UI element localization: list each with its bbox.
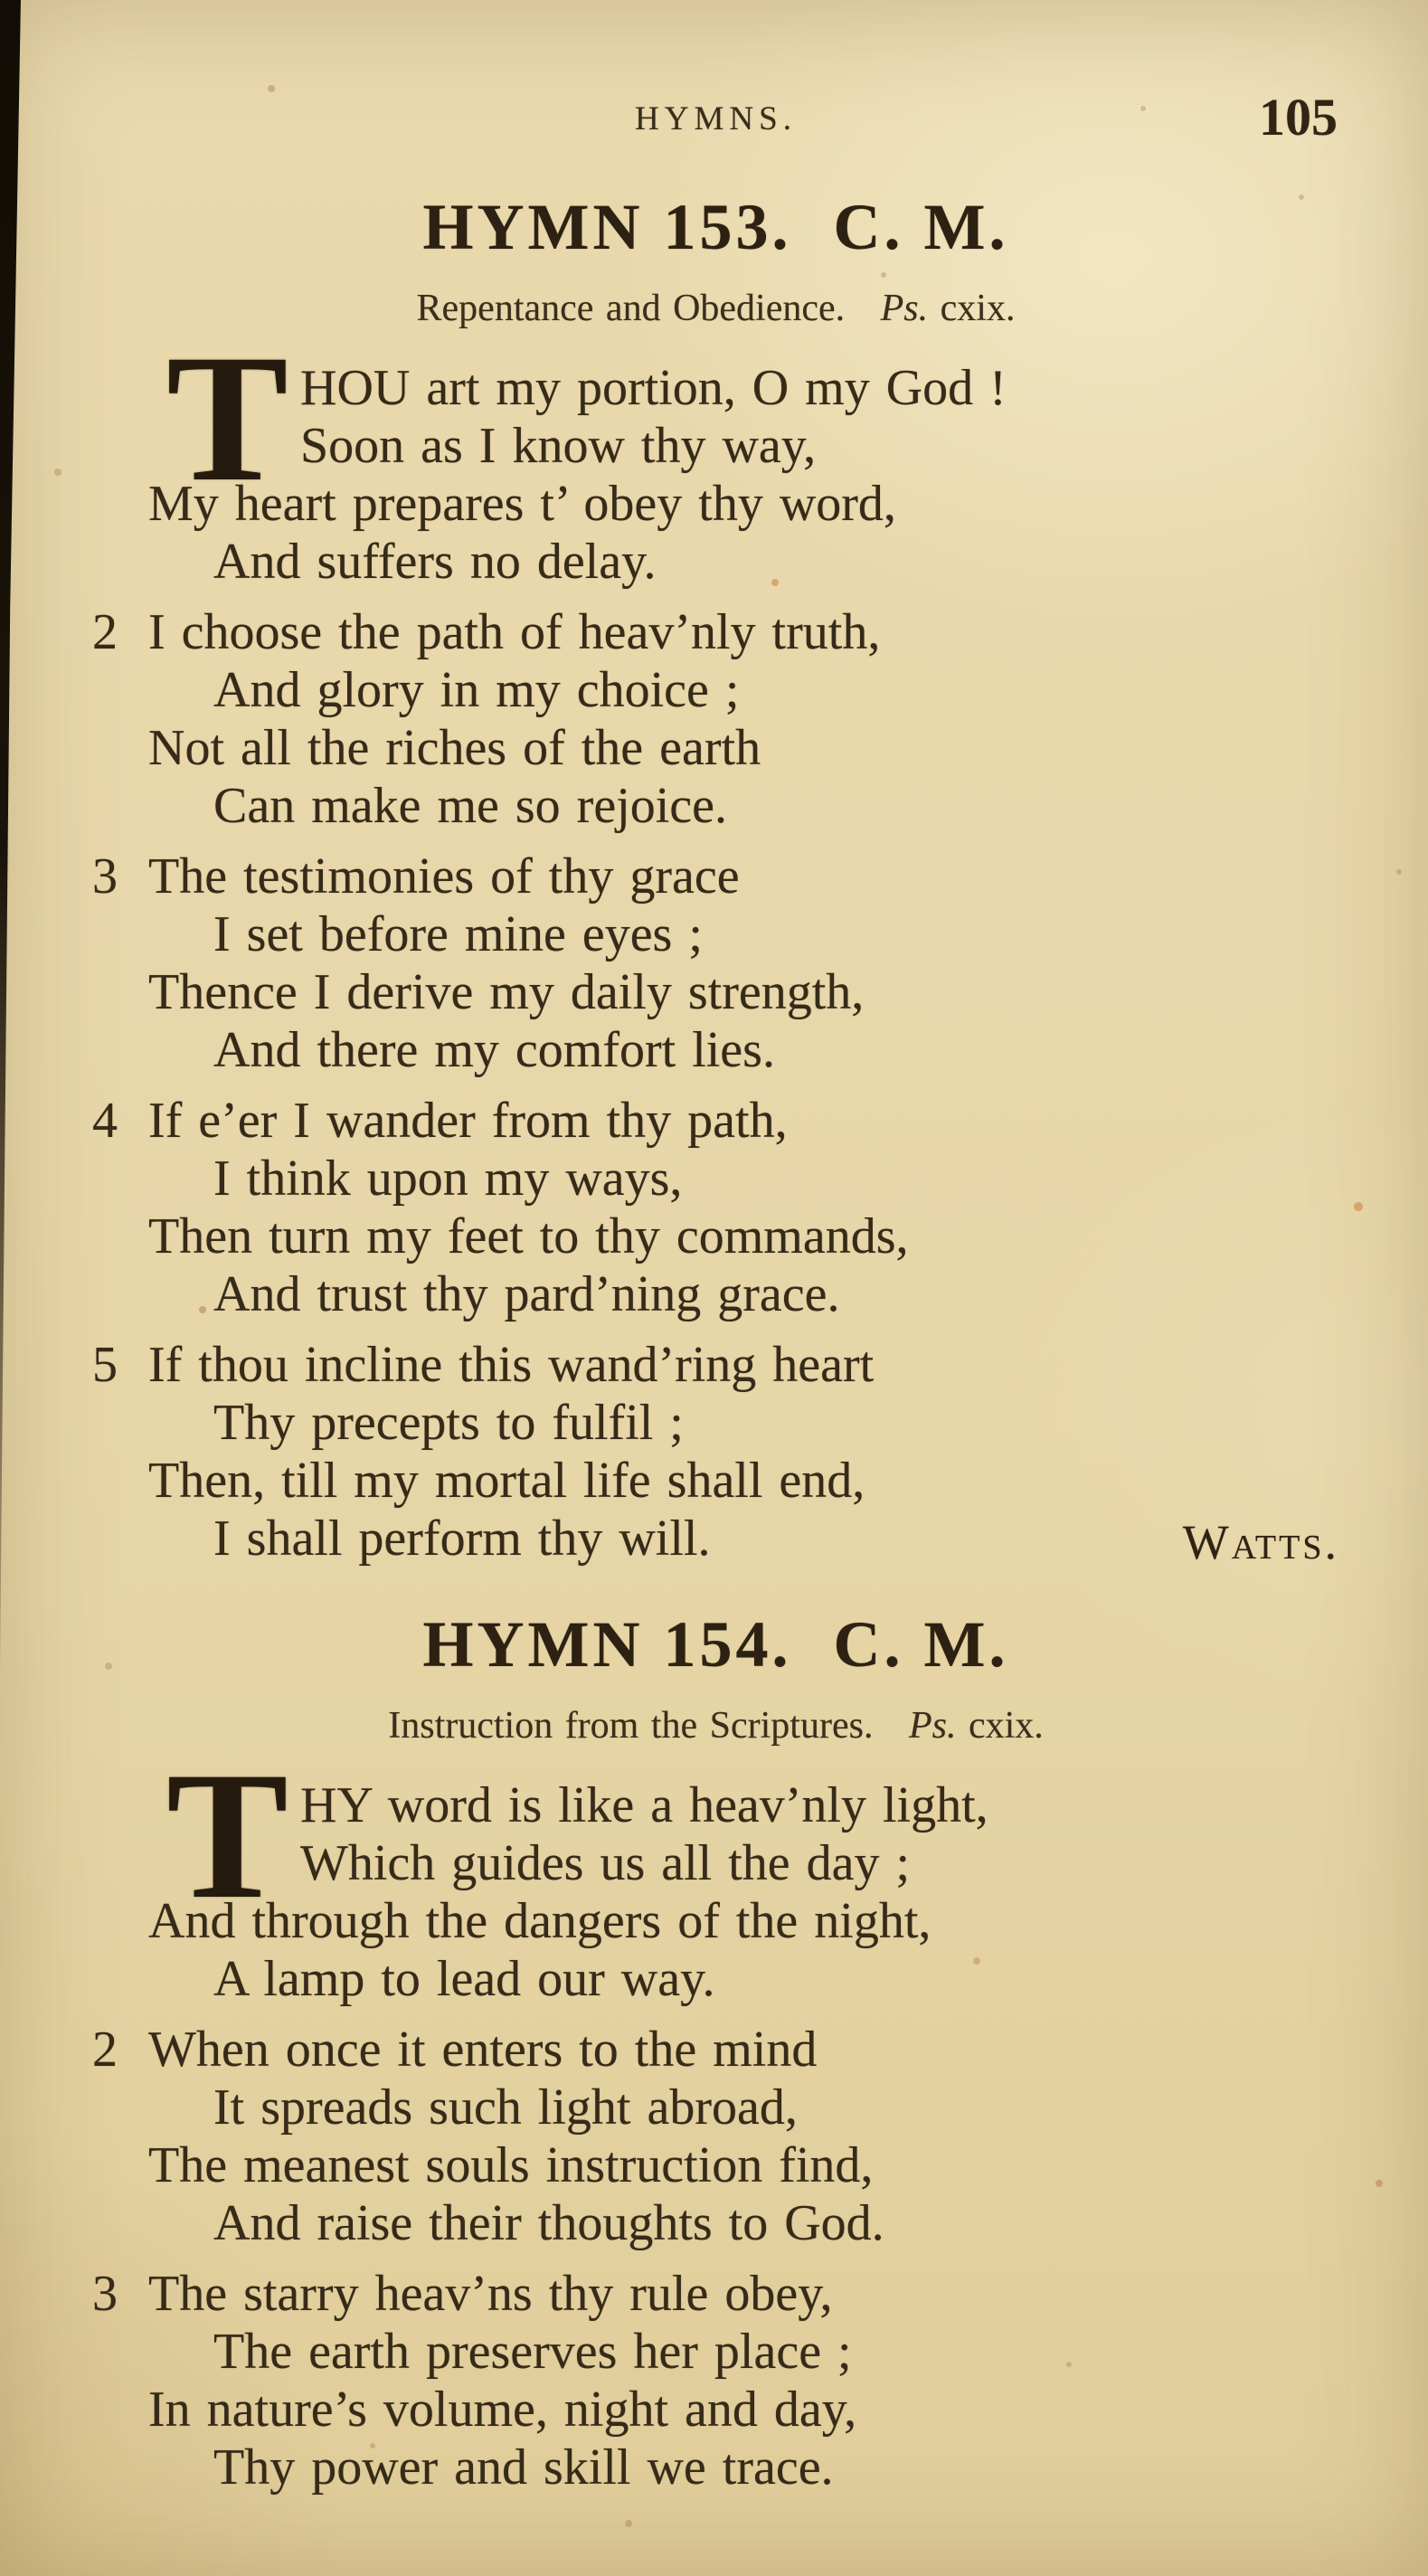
- verse-line-text: Can make me so rejoice.: [213, 778, 728, 835]
- verse-line-text: Thy power and skill we trace.: [213, 2439, 834, 2496]
- hymn-subtitle-text: Repentance and Obedience.: [416, 288, 857, 330]
- verse-number: 5: [92, 1337, 118, 1394]
- verse-line-text: I think upon my ways,: [213, 1151, 683, 1208]
- verse-line: [90, 1021, 1341, 1079]
- verse-line: [90, 1092, 1341, 1150]
- verse-line: [90, 848, 1341, 905]
- stanza-list: [90, 1734, 1341, 2496]
- verse-line: [90, 963, 1341, 1021]
- verse-line: [90, 2265, 1341, 2323]
- verse-line-text: The testimonies of thy grace: [148, 848, 740, 905]
- page-number: 105: [1259, 88, 1338, 147]
- verse-line: [90, 2439, 1341, 2496]
- verse-line: [90, 2194, 1341, 2252]
- verse-line-text: Then, till my mortal life shall end,: [148, 1453, 865, 1510]
- drop-cap-initial: T: [166, 1734, 288, 1937]
- stanza: [90, 1734, 1341, 2008]
- verse-line: [90, 777, 1341, 835]
- verse-line-text: HY word is like a heav’nly light,: [300, 1777, 988, 1834]
- verse-number: 4: [92, 1093, 118, 1150]
- scripture-ref-num: cxix.: [968, 1705, 1044, 1747]
- verse-line-text: And there my comfort lies.: [213, 1022, 775, 1079]
- verse-line: [90, 2323, 1341, 2381]
- stanza: [90, 2021, 1341, 2252]
- verse-line-text: It spreads such light abroad,: [213, 2079, 798, 2136]
- hymn-heading: [90, 1609, 1341, 1681]
- running-head-title: HYMNS.: [635, 100, 797, 137]
- verse-line-text: And raise their thoughts to God.: [213, 2195, 884, 2252]
- hymn-154: [90, 1609, 1341, 2496]
- verse-line: [90, 719, 1341, 777]
- verse-line: [90, 533, 1341, 591]
- verse-line-text: And through the dangers of the night,: [148, 1893, 932, 1950]
- verse-line: [90, 2079, 1341, 2136]
- verse-line: [90, 2381, 1341, 2439]
- verse-line-text: If e’er I wander from thy path,: [148, 1093, 788, 1150]
- verse-line: [90, 1776, 1341, 1834]
- verse-line-text: And trust thy pard’ning grace.: [213, 1266, 840, 1323]
- hymns-container: [90, 192, 1341, 2509]
- verse-line-text: The starry heav’ns thy rule obey,: [148, 2266, 833, 2323]
- verse-line-text: And suffers no delay.: [213, 534, 657, 591]
- verse-line-text: Thence I derive my daily strength,: [148, 964, 865, 1021]
- running-head: [90, 87, 1341, 152]
- author-attribution: Watts.: [1182, 1515, 1339, 1570]
- hymn-heading: [90, 192, 1341, 263]
- verse-line-text: When once it enters to the mind: [148, 2022, 818, 2079]
- stanza: [90, 317, 1341, 591]
- verse-line-text: The meanest souls instruction find,: [148, 2137, 874, 2194]
- stanza: [90, 603, 1341, 835]
- verse-line: [90, 475, 1341, 533]
- verse-line: [90, 1510, 1341, 1570]
- verse-number: 3: [92, 2266, 118, 2323]
- verse-line-text: I set before mine eyes ;: [213, 906, 703, 963]
- verse-number: 3: [92, 848, 118, 905]
- hymn-number: HYMN 153.: [422, 191, 792, 263]
- verse-line-text: Soon as I know thy way,: [300, 418, 817, 475]
- scripture-ref-ps: Ps.: [880, 288, 929, 330]
- verse-line-text: A lamp to lead our way.: [213, 1951, 715, 2008]
- stanza-list: [90, 317, 1341, 1570]
- verse-line: [90, 1452, 1341, 1510]
- verse-line: [90, 1394, 1341, 1452]
- verse-line: [90, 603, 1341, 661]
- verse-line-text: The earth preserves her place ;: [213, 2324, 852, 2381]
- scripture-ref-ps: Ps.: [908, 1705, 957, 1747]
- hymn-scripture-ref: [909, 1705, 1044, 1747]
- scripture-ref-num: cxix.: [940, 288, 1016, 330]
- verse-line: [90, 661, 1341, 719]
- verse-line-text: I choose the path of heav’nly truth,: [148, 604, 881, 661]
- verse-line-text: Which guides us all the day ;: [300, 1835, 911, 1892]
- verse-line: [90, 1892, 1341, 1950]
- verse-line: [90, 2021, 1341, 2079]
- scan-edge-shadow: [0, 0, 25, 1899]
- verse-line: [90, 359, 1341, 417]
- stanza: [90, 1092, 1341, 1323]
- hymn-subtitle-text: Instruction from the Scriptures.: [388, 1705, 885, 1747]
- verse-line-text: HOU art my portion, O my God !: [300, 360, 1007, 417]
- verse-line-text: My heart prepares t’ obey thy word,: [148, 476, 896, 533]
- verse-line: [90, 1834, 1341, 1892]
- verse-line-text: If thou incline this wand’ring heart: [148, 1337, 875, 1394]
- verse-number: 2: [92, 2022, 118, 2079]
- verse-line-text: And glory in my choice ;: [213, 662, 740, 719]
- hymn-meter: C. M.: [833, 1608, 1009, 1681]
- verse-number: 2: [92, 604, 118, 661]
- hymn-153: [90, 191, 1341, 1570]
- verse-line-text: Then turn my feet to thy commands,: [148, 1208, 909, 1265]
- stanza: [90, 848, 1341, 1079]
- verse-line-text: In nature’s volume, night and day,: [148, 2382, 857, 2439]
- verse-line: [90, 1265, 1341, 1323]
- hymn-number: HYMN 154.: [422, 1608, 792, 1681]
- verse-line-text: I shall perform thy will.: [213, 1511, 711, 1567]
- verse-line-text: Not all the riches of the earth: [148, 720, 761, 777]
- verse-line: [90, 417, 1341, 475]
- verse-line: [90, 1208, 1341, 1265]
- paper-speckles: [0, 0, 4, 4]
- verse-line: [90, 1150, 1341, 1208]
- stanza: [90, 2265, 1341, 2496]
- verse-line: [90, 905, 1341, 963]
- verse-line-text: Thy precepts to fulfil ;: [213, 1395, 684, 1452]
- hymn-scripture-ref: [881, 288, 1016, 329]
- verse-line: [90, 2136, 1341, 2194]
- drop-cap-initial: T: [166, 317, 288, 520]
- verse-line: [90, 1336, 1341, 1394]
- hymn-meter: C. M.: [833, 191, 1009, 263]
- verse-line: [90, 1950, 1341, 2008]
- stanza: [90, 1336, 1341, 1570]
